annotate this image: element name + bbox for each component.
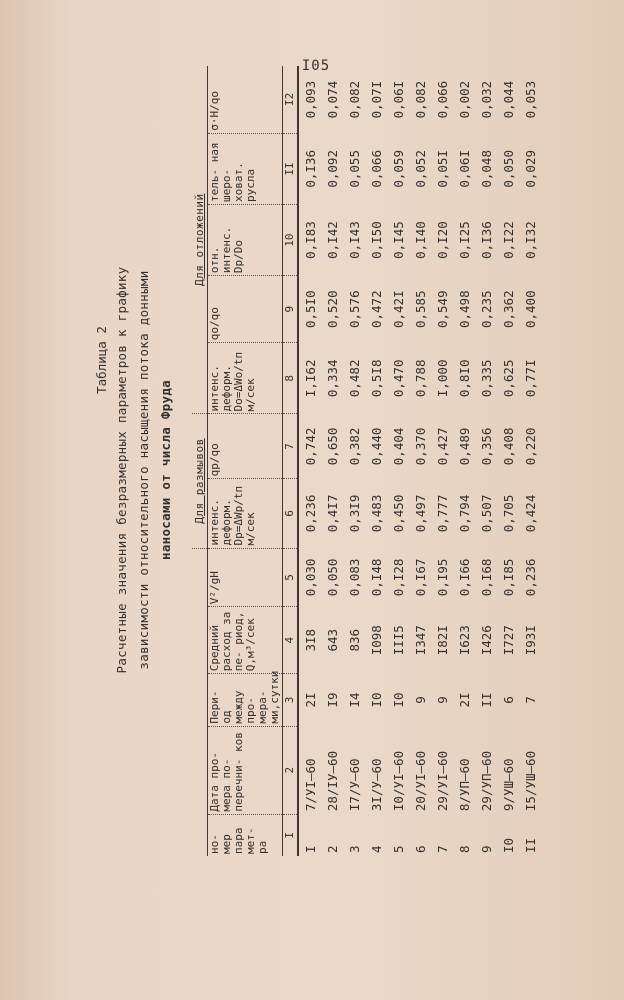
table-cell: 0,030 — [302, 558, 318, 597]
table-cell: 28/IУ–60 — [324, 750, 340, 812]
column-number: 3 — [283, 674, 299, 726]
table-row — [321, 66, 343, 856]
table-cell: 836 — [346, 628, 362, 652]
table-cell: 0,032 — [478, 80, 494, 119]
table-cell: 6 — [500, 696, 516, 704]
table-cell: 0,092 — [324, 150, 340, 188]
table-body — [298, 66, 541, 856]
table-cell: 0,044 — [500, 80, 516, 119]
table-cell: III5 — [390, 625, 406, 656]
column-number: 6 — [283, 479, 299, 548]
table-cell: 0,I25 — [456, 221, 472, 259]
table-cell: 0,356 — [478, 427, 494, 466]
table-cell: 0,I20 — [434, 221, 450, 259]
table-cell: 0,5I8 — [368, 359, 384, 398]
table-cell: I0/УI–60 — [390, 750, 406, 812]
table-cell: 0,050 — [324, 558, 340, 597]
header-cell: но- мер пара мет- ра — [208, 814, 283, 856]
column-number: I2 — [283, 66, 299, 133]
table-row — [365, 66, 387, 856]
table-cell: II — [522, 837, 538, 853]
table-cell: 0,I66 — [456, 558, 472, 597]
table-cell: 0,424 — [522, 494, 538, 533]
table-cell: 0,I36 — [302, 150, 318, 188]
table-cell: 3I/У–60 — [368, 758, 384, 812]
column-number: I — [283, 814, 299, 856]
table-cell: 4 — [368, 845, 384, 853]
caption-line-2: зависимости относительного насыщения потока донными — [136, 270, 151, 670]
table-cell: 0,I50 — [368, 221, 384, 259]
table-cell: 0,335 — [478, 359, 494, 398]
header-cell: Средний расход за пе- риод, Q,м³/сек — [208, 607, 283, 674]
table-cell: 0,408 — [500, 427, 516, 466]
table-row — [431, 66, 453, 856]
table-cell: 0,585 — [412, 290, 428, 329]
table-cell: 0,235 — [478, 290, 494, 329]
table-cell: I426 — [478, 625, 494, 656]
table-cell: 0,082 — [412, 80, 428, 119]
table-row — [298, 66, 321, 856]
table-cell: I098 — [368, 625, 384, 656]
table-cell: 0,029 — [522, 150, 538, 188]
header-cell: V²/gH — [208, 548, 283, 607]
table-cell: 0,370 — [412, 427, 428, 466]
table-cell: 0,507 — [478, 494, 494, 533]
table-cell: 0,549 — [434, 290, 450, 329]
table-cell: 0,788 — [412, 359, 428, 398]
table-cell: 0,I40 — [412, 221, 428, 259]
table-cell: 0,489 — [456, 427, 472, 466]
table-cell: 29/УП–60 — [478, 750, 494, 812]
table-cell: 0,777 — [434, 494, 450, 533]
rotated-table-block — [92, 40, 538, 900]
table-row — [409, 66, 431, 856]
table-cell: 2 — [324, 845, 340, 853]
table-cell: 0,I28 — [390, 558, 406, 597]
header-cell: Дата про- мера по- перечни- ков — [208, 726, 283, 814]
table-cell: 0,I68 — [478, 558, 494, 597]
column-number-row — [283, 66, 299, 856]
table-cell: I0 — [368, 692, 384, 708]
group-header-eroding: Для размывов — [192, 414, 208, 548]
table-cell: 0,705 — [500, 494, 516, 533]
table-cell: 0,8I0 — [456, 359, 472, 398]
table-cell: 5 — [390, 845, 406, 853]
table-cell: 0,I83 — [302, 221, 318, 259]
table-cell: 9/УШ–60 — [500, 758, 516, 812]
table-cell: 0,06I — [390, 80, 406, 119]
table-cell: I0 — [390, 692, 406, 708]
header-cell: отн. интенс. Dp/Do — [208, 204, 283, 275]
table-cell: 0,334 — [324, 359, 340, 398]
table-cell: 0,055 — [346, 150, 362, 188]
table-cell: 0,053 — [522, 80, 538, 119]
table-cell: 0,450 — [390, 494, 406, 533]
table-cell: 9 — [434, 696, 450, 704]
header-cell: qр/qo — [208, 414, 283, 479]
table-row — [519, 66, 541, 856]
table-cell: 0,472 — [368, 290, 384, 329]
caption-line-1: Расчетные значения безразмерных параметров к графику — [114, 266, 129, 674]
table-cell: 0,520 — [324, 290, 340, 329]
table-label: Таблица 2 — [94, 326, 109, 394]
header-cell: интенс. деформ. Do=ΔWo/tп м/сек — [208, 343, 283, 414]
table-cell: 0,576 — [346, 290, 362, 329]
table-cell: 0,362 — [500, 290, 516, 329]
table-cell: 7 — [522, 696, 538, 704]
table-cell: I93I — [522, 625, 538, 656]
table-cell: 9 — [478, 845, 494, 853]
table-cell: I,I62 — [302, 359, 318, 398]
page-number: I05 — [301, 58, 331, 74]
table-cell: 0,I85 — [500, 558, 516, 597]
group-header-deposits: Для отложений — [192, 66, 208, 414]
table-cell: 0,I43 — [346, 221, 362, 259]
table-cell: 0,794 — [456, 494, 472, 533]
data-table — [192, 66, 541, 856]
table-cell: 0,42I — [390, 290, 406, 329]
table-cell: 0,5I0 — [302, 290, 318, 329]
table-cell: 0,440 — [368, 427, 384, 466]
caption-line-3: наносами от числа Фруда — [158, 380, 173, 560]
column-number: 10 — [283, 204, 299, 275]
table-cell: I7/У–60 — [346, 758, 362, 812]
header-cell: σ·H/qo — [208, 66, 283, 133]
table-cell: 20/УI–60 — [412, 750, 428, 812]
table-cell: I — [302, 845, 318, 853]
table-cell: 0,625 — [500, 359, 516, 398]
table-cell: 0,048 — [478, 150, 494, 188]
table-cell: 9 — [412, 696, 428, 704]
table-cell: 0,427 — [434, 427, 450, 466]
column-number: 2 — [283, 726, 299, 814]
header-row — [208, 66, 283, 856]
column-number: 8 — [283, 343, 299, 414]
table-cell: 0,I48 — [368, 558, 384, 597]
table-cell: 0,I36 — [478, 221, 494, 259]
table-cell: 0,059 — [390, 150, 406, 188]
table-cell: 0,082 — [346, 80, 362, 119]
table-cell: 7 — [434, 845, 450, 853]
table-cell: 0,220 — [522, 427, 538, 466]
table-cell: 0,I22 — [500, 221, 516, 259]
header-cell: интенс. деформ. Dр=ΔWр/tп м/сек — [208, 479, 283, 548]
table-cell: 0,482 — [346, 359, 362, 398]
table-row — [497, 66, 519, 856]
table-cell: 7/УI–60 — [302, 758, 318, 812]
table-cell: I5/УШ–60 — [522, 750, 538, 812]
table-cell: 0,3I9 — [346, 494, 362, 533]
table-cell: 0,083 — [346, 558, 362, 597]
table-cell: 6 — [412, 845, 428, 853]
column-number: 7 — [283, 414, 299, 479]
table-cell: 8/УП–60 — [456, 758, 472, 812]
table-cell: 0,050 — [500, 150, 516, 188]
table-cell: 0,066 — [368, 150, 384, 188]
table-cell: I82I — [434, 625, 450, 656]
table-cell: I347 — [412, 625, 428, 656]
table-cell: I9 — [324, 692, 340, 708]
table-cell: 0,I32 — [522, 221, 538, 259]
table-cell: 29/УI–60 — [434, 750, 450, 812]
table-cell: 2I — [456, 692, 472, 708]
table-cell: 0,742 — [302, 427, 318, 466]
table-cell: 0,483 — [368, 494, 384, 533]
table-cell: 0,06I — [456, 150, 472, 188]
table-cell: 8 — [456, 845, 472, 853]
table-row — [343, 66, 365, 856]
table-cell: 0,404 — [390, 427, 406, 466]
column-number: 5 — [283, 548, 299, 607]
table-cell: 0,I67 — [412, 558, 428, 597]
table-cell: I,000 — [434, 359, 450, 398]
table-cell: 0,236 — [522, 558, 538, 597]
column-number: II — [283, 133, 299, 204]
table-cell: 0,470 — [390, 359, 406, 398]
table-row — [387, 66, 409, 856]
table-cell: 0,400 — [522, 290, 538, 329]
table-cell: 0,77I — [522, 359, 538, 398]
table-cell: 3I8 — [302, 628, 318, 652]
table-cell: 0,4I7 — [324, 494, 340, 533]
table-cell: 0,066 — [434, 80, 450, 119]
table-cell: 3 — [346, 845, 362, 853]
table-cell: 0,I42 — [324, 221, 340, 259]
table-cell: 0,650 — [324, 427, 340, 466]
table-cell: 2I — [302, 692, 318, 708]
header-cell: тель- ная шеро- ховат. русла — [208, 133, 283, 204]
table-cell: 0,052 — [412, 150, 428, 188]
table-cell: 0,497 — [412, 494, 428, 533]
header-cell: Пери- од между про- мера- ми,сутки — [208, 674, 283, 726]
table-cell: 0,002 — [456, 80, 472, 119]
table-cell: I4 — [346, 692, 362, 708]
table-cell: 0,382 — [346, 427, 362, 466]
column-number: 4 — [283, 607, 299, 674]
table-row — [475, 66, 497, 856]
table-cell: 0,498 — [456, 290, 472, 329]
table-cell: 0,I95 — [434, 558, 450, 597]
table-cell: 0,236 — [302, 494, 318, 533]
table-row — [453, 66, 475, 856]
header-cell: qo/qo — [208, 276, 283, 343]
column-number: 9 — [283, 276, 299, 343]
table-cell: 0,05I — [434, 150, 450, 188]
table-cell: I727 — [500, 625, 516, 656]
table-cell: 643 — [324, 628, 340, 652]
table-cell: 0,074 — [324, 80, 340, 119]
table-cell: II — [478, 692, 494, 708]
group-header-empty — [192, 548, 208, 856]
table-cell: 0,07I — [368, 80, 384, 119]
table-cell: I623 — [456, 625, 472, 656]
table-cell: I0 — [500, 837, 516, 853]
table-cell: 0,I45 — [390, 221, 406, 259]
table-cell: 0,093 — [302, 80, 318, 119]
